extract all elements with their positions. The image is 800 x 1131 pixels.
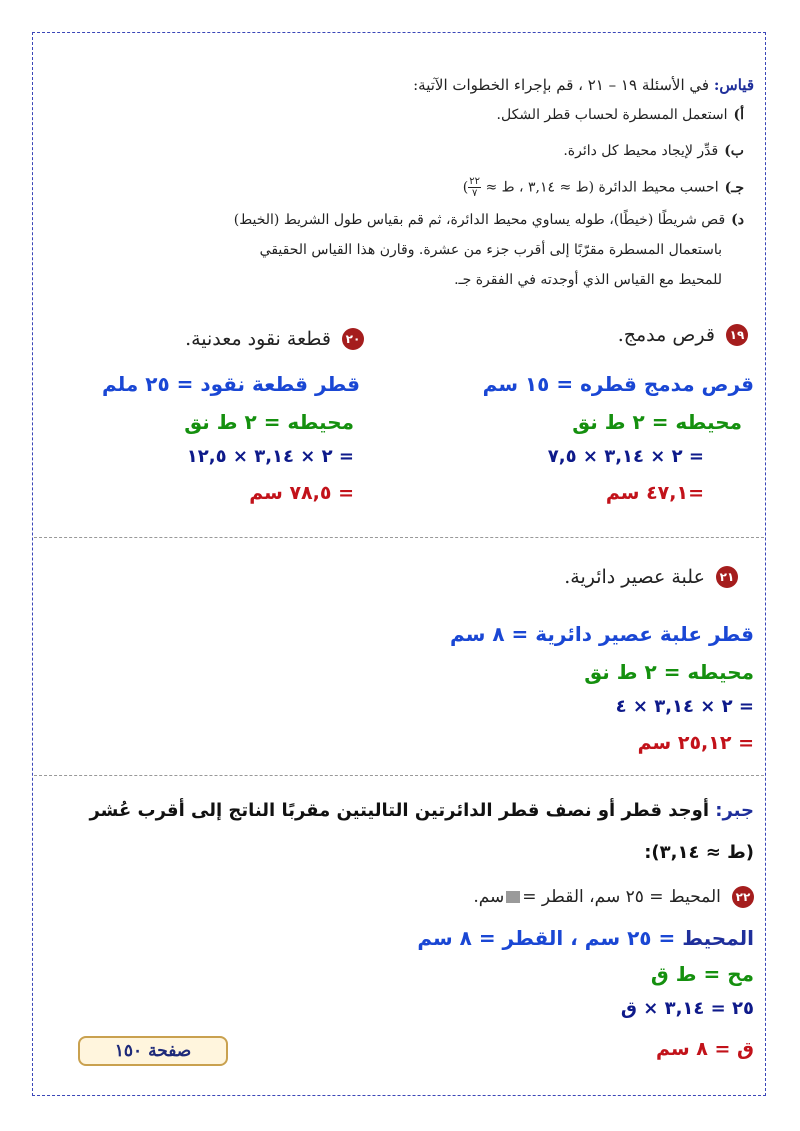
- step-b: [563, 143, 744, 159]
- q20-line2: محيطه = ٢ ط نق: [184, 410, 354, 434]
- q19-line2: محيطه = ٢ ط نق: [572, 410, 742, 434]
- step-c: [463, 176, 744, 199]
- q21-line1: قطر علبة عصير دائرية = ٨ سم: [450, 622, 754, 646]
- q22-line4: ق = ٨ سم: [656, 1038, 754, 1060]
- page-number: صفحة ١٥٠: [114, 1041, 192, 1061]
- page-number-tag: [78, 1036, 228, 1066]
- q22-line1: [417, 926, 754, 950]
- step-letter: د): [731, 212, 744, 228]
- q22-line3: ٢٥ = ٣,١٤ × ق: [620, 998, 754, 1019]
- step-d-line2: باستعمال المسطرة مقرّبًا إلى أقرب جزء من عشرة. وقارن هذا القياس الحقيقي: [259, 242, 722, 258]
- step-text: استعمل المسطرة لحساب قطر الشكل.: [496, 107, 728, 123]
- question-number-badge: ١٩: [726, 324, 748, 346]
- q19-line1: قرص مدمج قطره = ١٥ سم: [482, 372, 754, 396]
- divider: [34, 775, 764, 776]
- step-letter: أ): [733, 107, 744, 123]
- q22-line2: مح = ط ق: [650, 962, 754, 986]
- step-text: قص شريطًا (خيطًا)، طوله يساوي محيط الدائرة، ثم قم بقياس طول الشريط (الخيط): [233, 212, 726, 228]
- question-label: قرص مدمج.: [617, 324, 715, 346]
- q22-line1-rest: = ٢٥ سم ، القطر = ٨ سم: [417, 926, 676, 950]
- q20-line4: = ٧٨,٥ سم: [249, 482, 354, 504]
- question-number-badge: ٢٢: [732, 886, 754, 908]
- algebra-line1: [89, 800, 754, 821]
- q21-line3: = ٢ × ٣,١٤ × ٤: [615, 696, 754, 717]
- q19-line3: = ٢ × ٣,١٤ × ٧,٥: [547, 446, 704, 467]
- fraction: [468, 176, 481, 199]
- q20-heading: [185, 328, 364, 350]
- fraction-numerator: ٢٢: [469, 176, 481, 187]
- fraction-denominator: ٧: [471, 188, 478, 199]
- step-text-end: ): [462, 179, 469, 196]
- header-line: [413, 76, 754, 94]
- algebra-line2: (ط ≈ ٣,١٤):: [644, 842, 754, 863]
- q20-line3: = ٢ × ٣,١٤ × ١٢,٥: [186, 446, 354, 467]
- q22-heading: [473, 886, 754, 908]
- step-a: [497, 107, 744, 123]
- q20-line1: قطر قطعة نقود = ٢٥ ملم: [102, 372, 360, 396]
- question-label: قطعة نقود معدنية.: [185, 328, 331, 350]
- step-letter: ب): [724, 143, 744, 159]
- question-label: علبة عصير دائرية.: [564, 566, 705, 588]
- step-d-line3: للمحيط مع القياس الذي أوجدته في الفقرة جـ.: [454, 272, 722, 288]
- header-title-rest: في الأسئلة ١٩ – ٢١ ، قم بإجراء الخطوات الآتية:: [413, 76, 710, 94]
- step-text: احسب محيط الدائرة (ط ≈ ٣,١٤ ، ط ≈: [485, 179, 719, 196]
- q19-line4: =٤٧,١ سم: [605, 482, 704, 504]
- divider: [34, 537, 764, 538]
- question-label-end: سم.: [473, 887, 505, 907]
- question-number-badge: ٢١: [716, 566, 738, 588]
- q19-heading: [618, 324, 748, 346]
- algebra-text: أوجد قطر أو نصف قطر الدائرتين التاليتين مقربًا الناتج إلى أقرب عُشر: [89, 800, 709, 821]
- algebra-title: جبر:: [715, 800, 754, 821]
- blank-square-icon: [506, 891, 520, 903]
- step-text: قدِّر لإيجاد محيط كل دائرة.: [563, 143, 719, 159]
- header-title: قياس:: [713, 76, 754, 94]
- q22-line1-word: المحيط: [682, 926, 754, 950]
- q21-line4: = ٢٥,١٢ سم: [637, 732, 754, 754]
- q21-line2: محيطه = ٢ ط نق: [584, 660, 754, 684]
- question-label: المحيط = ٢٥ سم، القطر =: [522, 887, 721, 907]
- step-letter: جـ): [724, 179, 744, 196]
- step-d: [234, 212, 744, 228]
- question-number-badge: ٢٠: [342, 328, 364, 350]
- q21-heading: [564, 566, 738, 588]
